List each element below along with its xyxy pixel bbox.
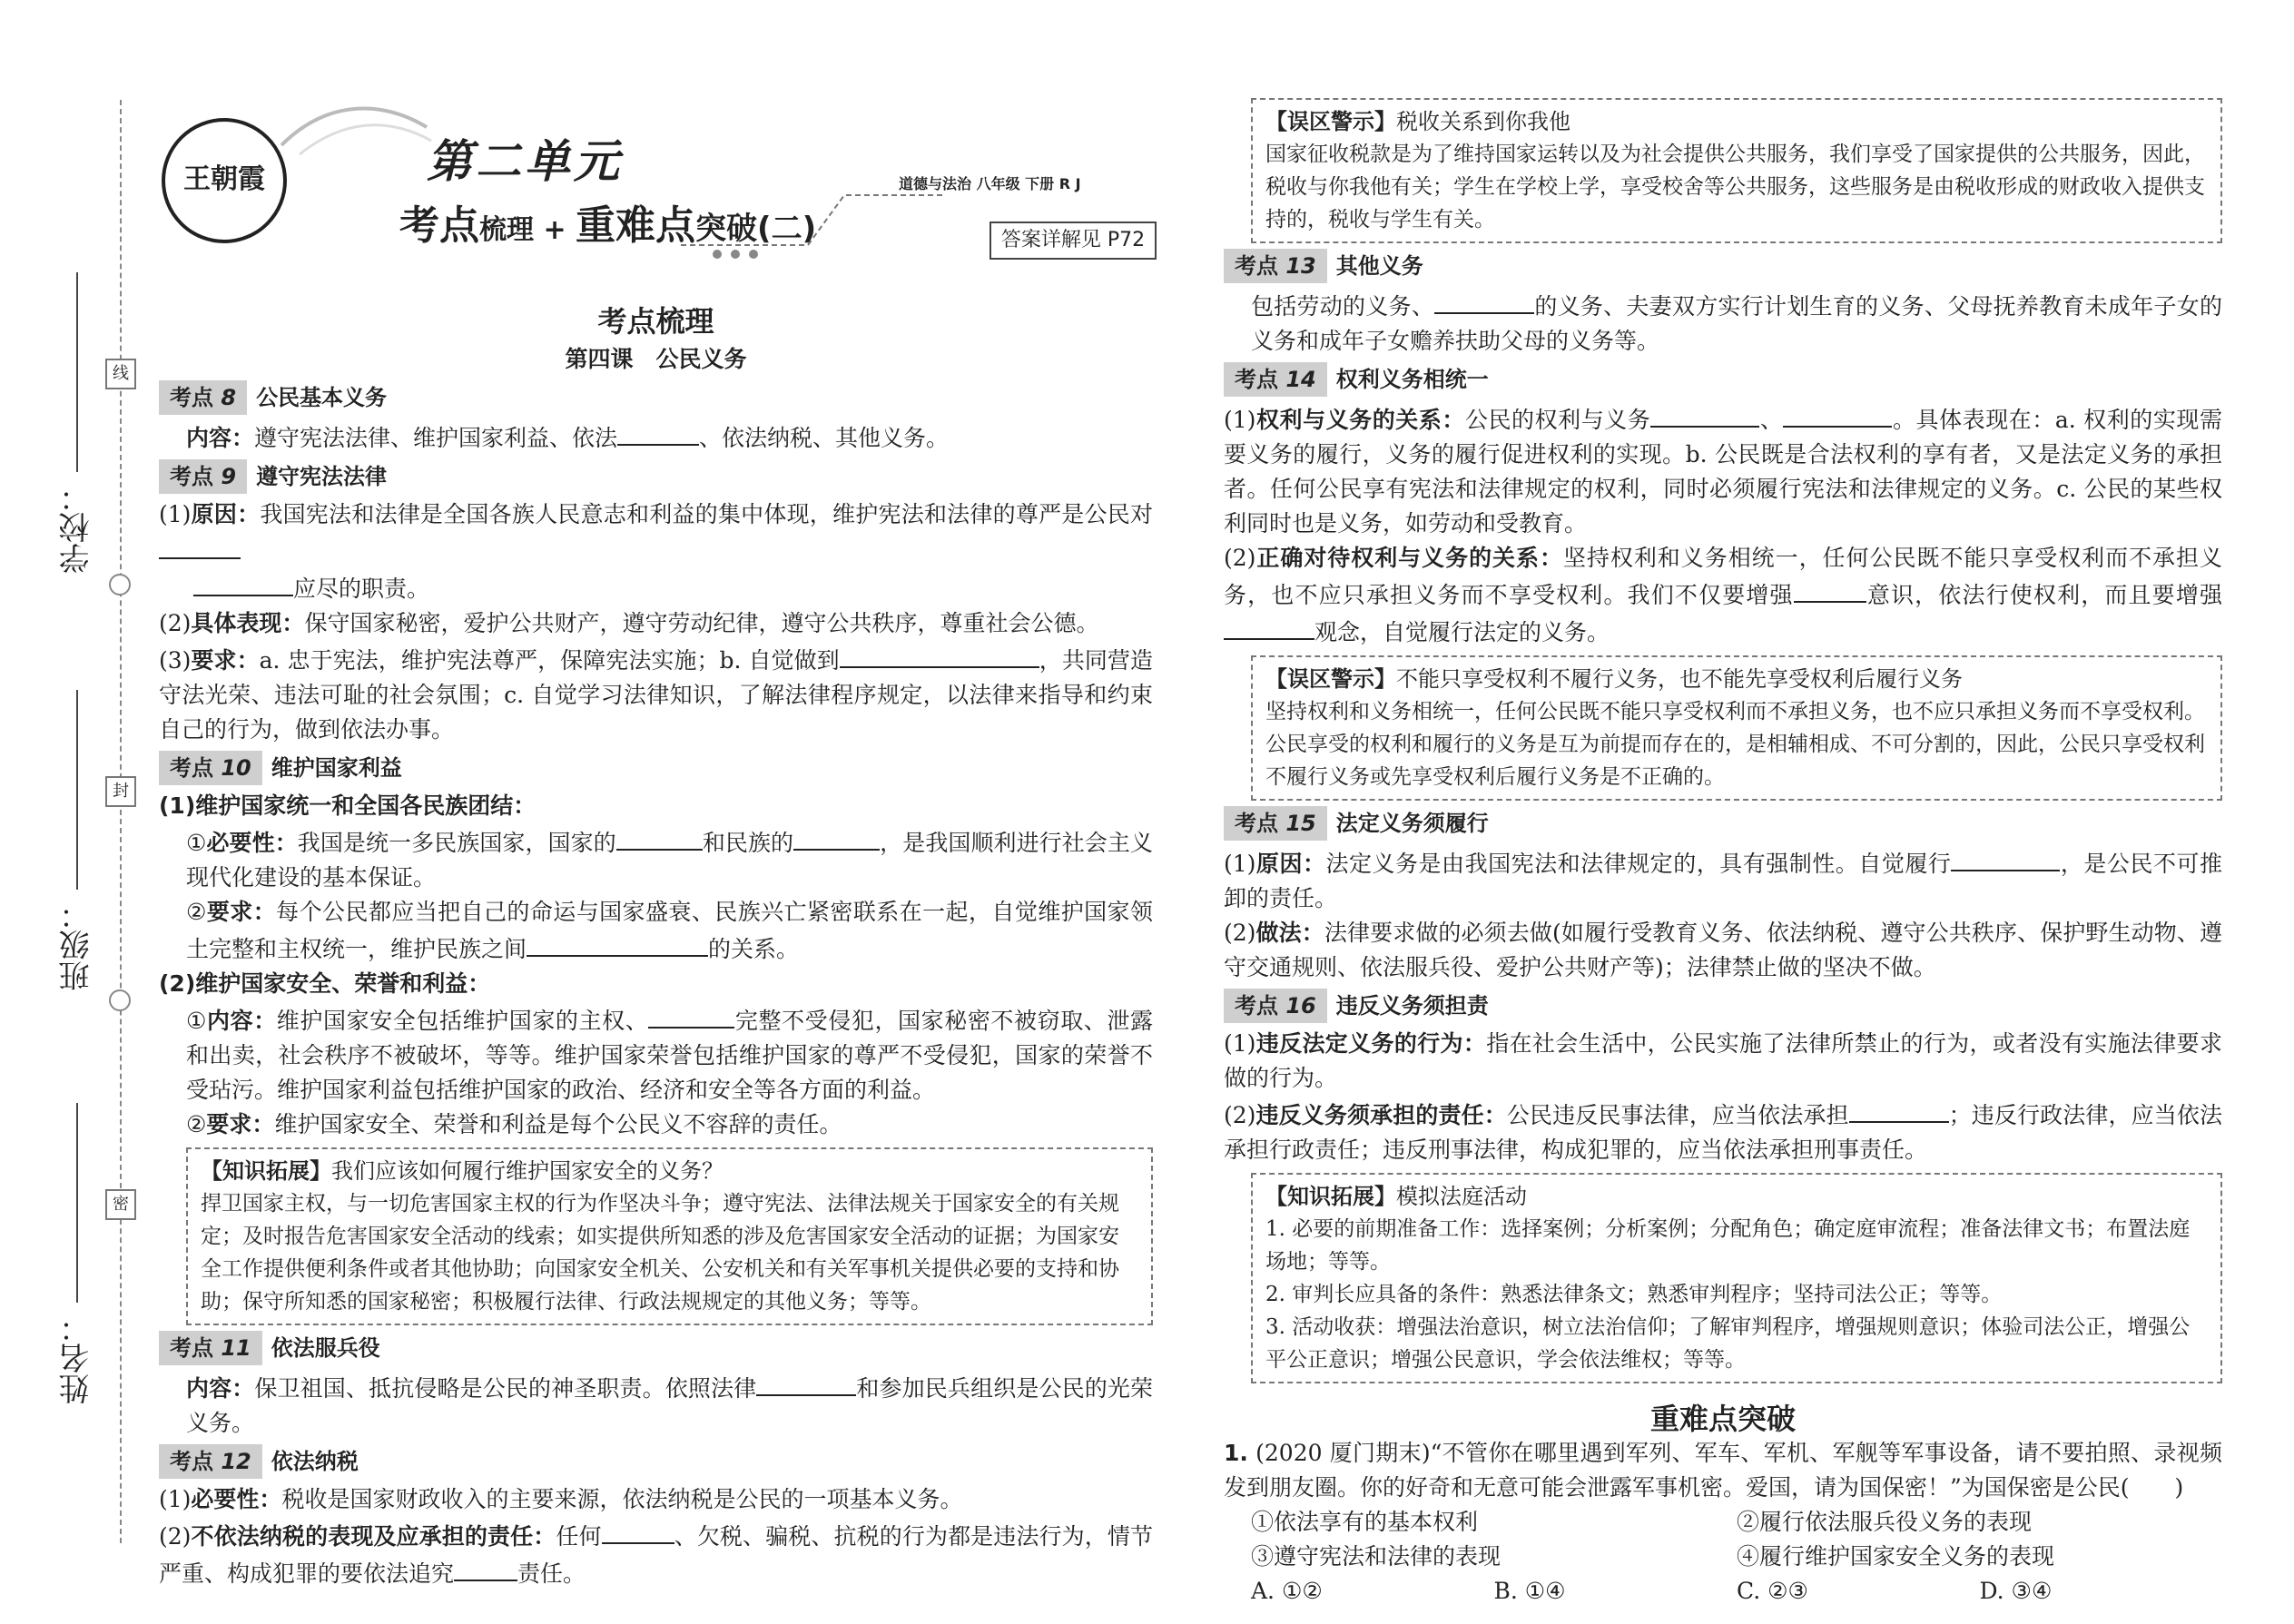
right-column — [1224, 98, 2222, 1609]
kp8-heading: 考点 8 公民基本义务 — [159, 380, 1153, 415]
kp9-reason: (1)原因：我国宪法和法律是全国各族人民意志和利益的集中体现，维护宪法和法律的尊严是公民对 应尽的职责。 — [159, 501, 1153, 602]
kp15-heading: 考点 15 法定义务须履行 — [1224, 806, 2222, 841]
kp9-heading: 考点 9 遵守宪法法律 — [159, 459, 1153, 494]
kp10-s1-requirement: ②要求：每个公民都应当把自己的命运与国家盛衰、民族兴亡紧密联系在一起，自觉维护国家领土完整和主权统一，维护民族之间 的关系。 — [186, 899, 1153, 962]
choice-c[interactable]: C. ②③ — [1737, 1578, 1808, 1604]
kp16-knowledge-box: 【知识拓展】模拟法庭活动 1. 必要的前期准备工作：选择案例；分析案例；分配角色；确定庭审流程；准备法律文书；布置法庭场地；等等。 2. 审判长应具备的条件：熟悉法律条文；熟悉审判程序；坚持司法公正；等等。 3. 活动收获：增强法治意识，树立法治信仰；了解审判程序，增强规则意识；体验司法公正，增强公平公正意识；增强公民意识，学会依法维权；等等。 — [1251, 1173, 2222, 1383]
binding-seal-mi: 密 — [105, 1189, 136, 1220]
kp12-necessity: (1)必要性：税收是国家财政收入的主要来源，依法纳税是公民的一项基本义务。 — [159, 1486, 963, 1512]
kp10-s2-content: ①内容：维护国家安全包括维护国家的主权、 完整不受侵犯，国家秘密不被窃取、泄露和出卖，社会秩序不被破坏，等等。维护国家荣誉包括维护国家的尊严不受侵犯，国家的荣誉不受玷污。维护国家利益包括维护国家的政治、经济和安全等各方面的利益。 — [159, 1001, 1153, 1107]
binding-hole — [109, 989, 131, 1011]
binding-seal-xian: 线 — [105, 359, 136, 389]
statement-3: ③遵守宪法和法律的表现 — [1251, 1543, 1501, 1570]
question-1-choices — [1224, 1574, 2222, 1609]
statement-2: ②履行依法服兵役义务的表现 — [1737, 1509, 2033, 1535]
page-title: 考点梳理 + 重难点突破(二) — [399, 202, 817, 249]
binding-hole — [109, 574, 131, 595]
kp9-performance: (2)具体表现：保守国家秘密，爱护公共财产，遵守劳动纪律，遵守公共秩序，尊重社会公德。 — [159, 610, 1099, 636]
answer-reference: 答案详解见 P72 — [989, 221, 1157, 260]
kp11-content: 内容：保卫祖国、抵抗侵略是公民的神圣职责。依照法律 和参加民兵组织是公民的光荣义务。 — [159, 1369, 1153, 1441]
publisher-logo: 王朝霞 — [162, 118, 287, 243]
school-field: 学校： — [54, 272, 99, 574]
binding-seal-feng: 封 — [105, 776, 136, 807]
statement-4: ④履行维护国家安全义务的表现 — [1737, 1543, 2055, 1570]
header-divider-line — [672, 182, 944, 263]
binding-cut-line — [120, 100, 122, 1543]
kp14-relation: (1)权利与义务的关系：公民的权利与义务 、 。具体表现在：a. 权利的实现需要义务的履行，义务的履行促进权利的实现。b. 公民既是合法权利的享有者，又是法定义务的承担者。任何公民享有宪法和法律规定的权利，同时必须履行宪法和法律规定的义务。c. 公民的某些权利同时也是义务，如劳动和受教育。 — [1224, 400, 2222, 541]
question-1-stem: 1. (2020 厦门期末)“不管你在哪里遇到军列、军车、军机、军舰等军事设备，请不要拍照、录视频发到朋友圈。你的好奇和无意可能会泄露军事机密。爱国，请为国保密！”为国保密是公民( ) — [1224, 1440, 2222, 1501]
kp13-heading: 考点 13 其他义务 — [1224, 249, 2222, 283]
tax-warning-box: 【误区警示】税收关系到你我他 国家征收税款是为了维持国家运转以及为社会提供公共服务，我们享受了国家提供的公共服务，因此，税收与你我他有关；学生在学校上学，享受校舍等公共服务，这些服务是由税收形成的财政收入提供支持的，税收与学生有关。 — [1251, 98, 2222, 243]
class-field: 班级： — [54, 690, 99, 991]
choice-a[interactable]: A. ①② — [1251, 1578, 1323, 1604]
kp16-behavior: (1)违反法定义务的行为：指在社会生活中，公民实施了法律所禁止的行为，或者没有实施法律要求做的行为。 — [1224, 1030, 2222, 1091]
question-1-statements — [1224, 1505, 2222, 1574]
kp12-heading: 考点 12 依法纳税 — [159, 1444, 1153, 1479]
kp10-s1-heading: (1)维护国家统一和全国各民族团结： — [159, 792, 537, 819]
binding-margin — [0, 0, 136, 1624]
name-field: 姓名： — [54, 1103, 99, 1404]
kp14-heading: 考点 14 权利义务相统一 — [1224, 362, 2222, 397]
kp9-requirement: (3)要求：a. 忠于宪法，维护宪法尊严，保障宪法实施；b. 自觉做到 ，共同营造守法光荣、违法可耻的社会氛围；c. 自觉学习法律知识，了解法律程序规定，以法律来指导和约束自己的行为，做到依法办事。 — [159, 641, 1153, 747]
kp15-method: (2)做法：法律要求做的必须去做(如履行受教育义务、依法纳税、遵守公共秩序、保护野生动物、遵守交通规则、依法服兵役、爱护公共财产等)；法律禁止做的坚决不做。 — [1224, 920, 2222, 980]
choice-b[interactable]: B. ①④ — [1493, 1578, 1566, 1604]
kp10-s2-requirement: ②要求：维护国家安全、荣誉和利益是每个公民义不容辞的责任。 — [186, 1111, 842, 1137]
left-column — [159, 304, 1153, 1591]
kp10-knowledge-box: 【知识拓展】我们应该如何履行维护国家安全的义务？ 捍卫国家主权，与一切危害国家主权的行为作坚决斗争；遵守宪法、法律法规关于国家安全的有关规定；及时报告危害国家安全活动的线索；如实提供所知悉的涉及危害国家安全活动的证据；为国家安全工作提供便利条件或者其他协助；向国家安全机关、公安机关和有关军事机关提供必要的支持和协助；保守所知悉的国家秘密；积极履行法律、行政法规规定的其他义务；等等。 — [186, 1147, 1153, 1325]
lesson-title: 第四课 公民义务 — [565, 346, 747, 372]
kp11-heading: 考点 11 依法服兵役 — [159, 1331, 1153, 1365]
subject-label: 道德与法治 八年级 下册 R J — [899, 175, 1081, 192]
kp16-liability: (2)违反义务须承担的责任：公民违反民事法律，应当依法承担 ；违反行政法律，应当依法承担行政责任；违反刑事法律，构成犯罪的，应当依法承担刑事责任。 — [1224, 1096, 2222, 1167]
kp13-content: 包括劳动的义务、 的义务、夫妻双方实行计划生育的义务、父母抚养教育未成年子女的义务和成年子女赡养扶助父母的义务等。 — [1224, 287, 2222, 359]
kp10-s1-necessity: ①必要性：我国是统一多民族国家，国家的 和民族的 ，是我国顺利进行社会主义现代化建设的基本保证。 — [159, 823, 1153, 895]
statement-1: ①依法享有的基本权利 — [1251, 1509, 1479, 1535]
ribbon-decoration — [272, 91, 436, 163]
kp10-s2-heading: (2)维护国家安全、荣誉和利益： — [159, 970, 491, 997]
kp16-heading: 考点 16 违反义务须担责 — [1224, 989, 2222, 1023]
kp12-responsibility: (2)不依法纳税的表现及应承担的责任：任何 、欠税、骗税、抗税的行为都是违法行为，情节严重、构成犯罪的要依法追究 责任。 — [159, 1517, 1153, 1591]
section-title-review: 考点梳理 — [597, 304, 714, 339]
kp8-content: 内容：遵守宪法法律、维护国家利益、依法 、依法纳税、其他义务。 — [159, 418, 1153, 456]
kp14-attitude: (2)正确对待权利与义务的关系：坚持权利和义务相统一，任何公民既不能只享受权利而不承担义务，也不应只承担义务而不享受权利。我们不仅要增强 意识，依法行使权利，而且要增强观念，自觉履行法定的义务。 — [1224, 545, 2222, 645]
section-title-breakthrough: 重难点突破 — [1649, 1402, 1796, 1436]
kp14-warning-box: 【误区警示】不能只享受权利不履行义务，也不能先享受权利后履行义务 坚持权利和义务相统一，任何公民既不能只享受权利而不承担义务，也不应只承担义务而不享受权利。公民享受的权利和履行的义务是互为前提而存在的，是相辅相成、不可分割的，因此，公民只享受权利不履行义务或先享受权利后履行义务是不正确的。 — [1251, 655, 2222, 801]
choice-d[interactable]: D. ③④ — [1979, 1578, 2053, 1604]
unit-title: 第二单元 — [427, 135, 623, 188]
kp15-reason: (1)原因：法定义务是由我国宪法和法律规定的，具有强制性。自觉履行 ，是公民不可推卸的责任。 — [1224, 844, 2222, 916]
kp10-heading: 考点 10 维护国家利益 — [159, 751, 1153, 785]
